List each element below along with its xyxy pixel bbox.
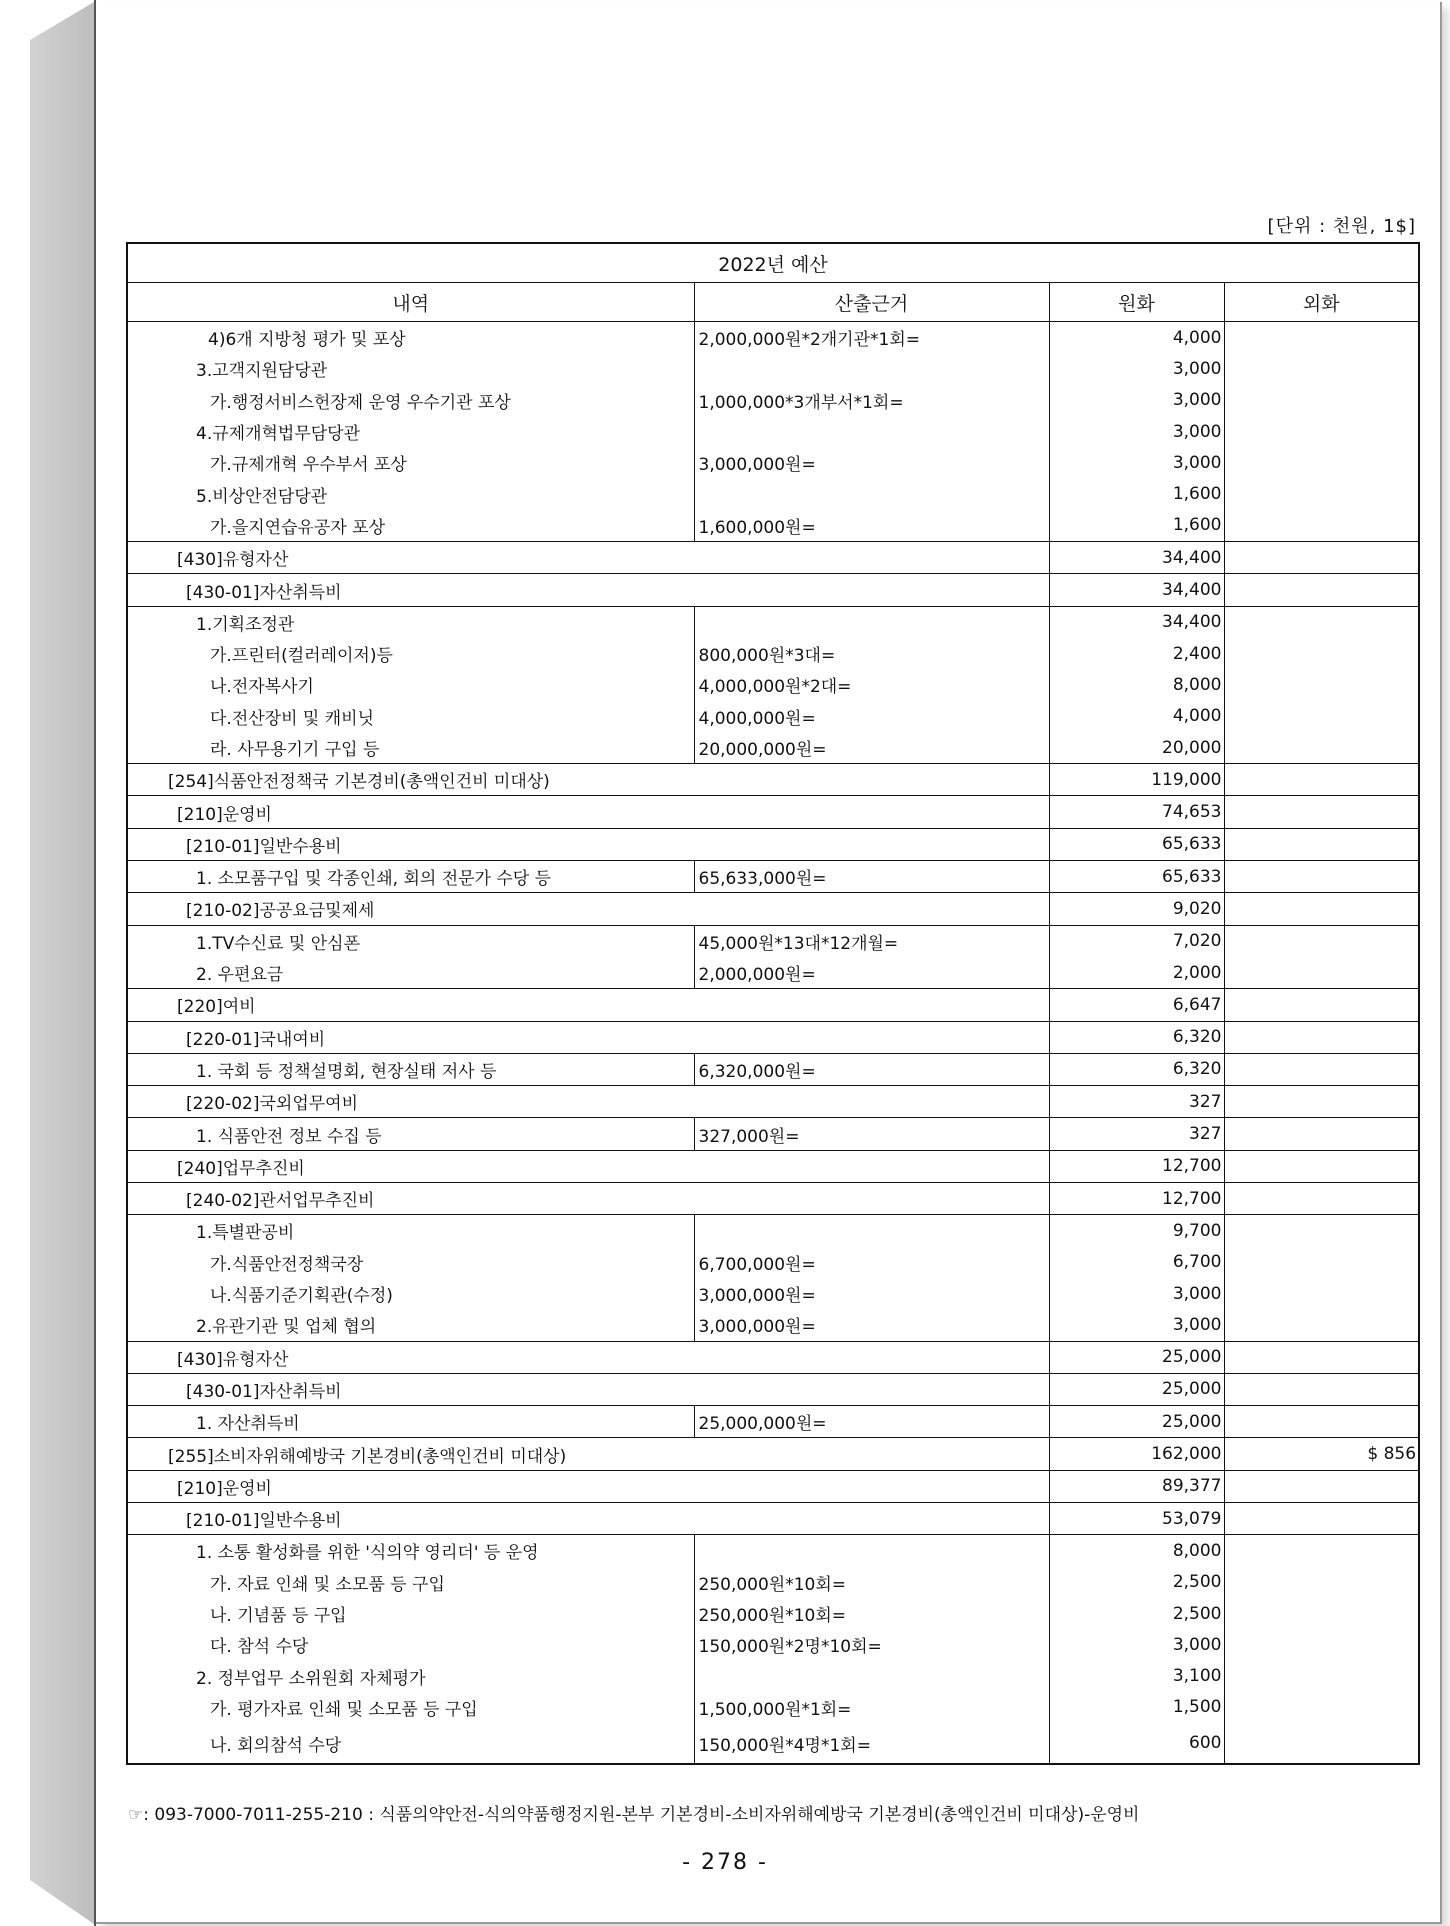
row-krw-amount: 65,633: [1049, 861, 1224, 893]
table-row: [127, 574, 1419, 606]
row-krw-amount: 74,653: [1049, 796, 1224, 828]
row-item-label: [430-01]자산취득비: [127, 574, 1049, 606]
row-basis: 45,000원*13대*12개월=: [694, 925, 1049, 957]
table-row: [127, 478, 1419, 509]
row-krw-amount: 3,000: [1049, 1629, 1224, 1660]
row-item-label: 1. 자산취득비: [127, 1406, 694, 1438]
row-item-label: 1.기획조정관: [127, 606, 694, 638]
row-krw-amount: 25,000: [1049, 1341, 1224, 1373]
row-item-label: 2. 정부업무 소위원회 자체평가: [127, 1660, 694, 1691]
row-basis: 4,000,000원=: [694, 701, 1049, 732]
table-row: [127, 1021, 1419, 1053]
row-basis: 4,000,000원*2대=: [694, 669, 1049, 700]
row-item-label: [220-02]국외업무여비: [127, 1086, 1049, 1118]
row-krw-amount: 3,000: [1049, 1278, 1224, 1309]
row-foreign-amount: [1224, 1053, 1419, 1085]
table-row: [127, 606, 1419, 638]
table-body: [127, 322, 1419, 1765]
row-krw-amount: 7,020: [1049, 925, 1224, 957]
table-row: [127, 385, 1419, 416]
table-row: [127, 1053, 1419, 1085]
row-item-label: 가.식품안전정책국장: [127, 1247, 694, 1278]
table-row: [127, 701, 1419, 732]
row-krw-amount: 2,500: [1049, 1598, 1224, 1629]
row-item-label: [430]유형자산: [127, 542, 1049, 574]
table-row: [127, 828, 1419, 860]
row-item-label: [254]식품안전정책국 기본경비(총액인건비 미대상): [127, 764, 1049, 796]
row-foreign-amount: [1224, 861, 1419, 893]
row-krw-amount: 34,400: [1049, 606, 1224, 638]
row-foreign-amount: $ 856: [1224, 1438, 1419, 1470]
row-item-label: 나.전자복사기: [127, 669, 694, 700]
row-krw-amount: 8,000: [1049, 1535, 1224, 1567]
row-item-label: 가.프린터(컬러레이저)등: [127, 638, 694, 669]
header-foreign: 외화: [1224, 283, 1419, 322]
table-row: [127, 1502, 1419, 1534]
row-item-label: 다. 참석 수당: [127, 1629, 694, 1660]
footnote-text: : 093-7000-7011-255-210 : 식품의약안전-식의약품행정지원-본부 기본경비-소비자위해예방국 기본경비(총액인건비 미대상)-운영비: [143, 1805, 1140, 1825]
row-item-label: [210-01]일반수용비: [127, 828, 1049, 860]
row-foreign-amount: [1224, 1278, 1419, 1309]
table-title: 2022년 예산: [127, 243, 1419, 283]
row-krw-amount: 6,320: [1049, 1053, 1224, 1085]
row-item-label: 나. 기념품 등 구입: [127, 1598, 694, 1629]
row-item-label: 라. 사무용기기 구입 등: [127, 732, 694, 764]
row-foreign-amount: [1224, 447, 1419, 478]
row-foreign-amount: [1224, 1341, 1419, 1373]
row-item-label: 1. 식품안전 정보 수집 등: [127, 1118, 694, 1150]
table-row: [127, 322, 1419, 354]
table-row: [127, 861, 1419, 893]
row-item-label: [210-02]공공요금및제세: [127, 893, 1049, 925]
row-basis: 250,000원*10회=: [694, 1598, 1049, 1629]
table-row: [127, 542, 1419, 574]
row-foreign-amount: [1224, 542, 1419, 574]
table-row: [127, 1278, 1419, 1309]
row-item-label: [240]업무추진비: [127, 1150, 1049, 1182]
table-row: [127, 925, 1419, 957]
row-foreign-amount: [1224, 385, 1419, 416]
row-foreign-amount: [1224, 606, 1419, 638]
row-item-label: 5.비상안전담당관: [127, 478, 694, 509]
row-item-label: 1.TV수신료 및 안심폰: [127, 925, 694, 957]
row-item-label: 가. 평가자료 인쇄 및 소모품 등 구입: [127, 1692, 694, 1723]
table-row: [127, 669, 1419, 700]
row-krw-amount: 6,320: [1049, 1021, 1224, 1053]
table-row: [127, 1118, 1419, 1150]
row-basis: 1,600,000원=: [694, 510, 1049, 542]
row-foreign-amount: [1224, 416, 1419, 447]
row-foreign-amount: [1224, 1567, 1419, 1598]
row-krw-amount: 327: [1049, 1086, 1224, 1118]
row-krw-amount: 8,000: [1049, 669, 1224, 700]
row-item-label: 4.규제개혁법무담당관: [127, 416, 694, 447]
table-row: [127, 732, 1419, 764]
row-krw-amount: 53,079: [1049, 1502, 1224, 1534]
row-basis: [694, 416, 1049, 447]
row-item-label: [210-01]일반수용비: [127, 1502, 1049, 1534]
header-krw: 원화: [1049, 283, 1224, 322]
row-item-label: 가. 자료 인쇄 및 소모품 등 구입: [127, 1567, 694, 1598]
row-basis: 1,000,000*3개부서*1회=: [694, 385, 1049, 416]
row-foreign-amount: [1224, 638, 1419, 669]
row-basis: [694, 1215, 1049, 1247]
row-basis: 327,000원=: [694, 1118, 1049, 1150]
row-item-label: [210]운영비: [127, 1470, 1049, 1502]
pointing-hand-icon: ☞: [128, 1805, 144, 1825]
unit-label: [단위 : 천원, 1$]: [1267, 216, 1416, 237]
row-item-label: 3.고객지원담당관: [127, 353, 694, 384]
row-foreign-amount: [1224, 574, 1419, 606]
row-foreign-amount: [1224, 893, 1419, 925]
row-foreign-amount: [1224, 1183, 1419, 1215]
row-krw-amount: 119,000: [1049, 764, 1224, 796]
row-basis: [694, 353, 1049, 384]
row-item-label: 2. 우편요금: [127, 957, 694, 989]
row-basis: 2,000,000원*2개기관*1회=: [694, 322, 1049, 354]
table-row: [127, 989, 1419, 1021]
row-krw-amount: 3,000: [1049, 1309, 1224, 1341]
table-row: [127, 638, 1419, 669]
row-foreign-amount: [1224, 796, 1419, 828]
row-krw-amount: 162,000: [1049, 1438, 1224, 1470]
row-foreign-amount: [1224, 1309, 1419, 1341]
row-krw-amount: 600: [1049, 1723, 1224, 1764]
header-item: 내역: [127, 283, 694, 322]
table-row: [127, 1341, 1419, 1373]
row-item-label: [220]여비: [127, 989, 1049, 1021]
row-foreign-amount: [1224, 925, 1419, 957]
row-basis: 150,000원*2명*10회=: [694, 1629, 1049, 1660]
table-row: [127, 1247, 1419, 1278]
table-row: [127, 1150, 1419, 1182]
row-foreign-amount: [1224, 322, 1419, 354]
row-krw-amount: 65,633: [1049, 828, 1224, 860]
row-krw-amount: 4,000: [1049, 322, 1224, 354]
row-item-label: 가.행정서비스헌장제 운영 우수기관 포상: [127, 385, 694, 416]
table-row: [127, 1723, 1419, 1764]
row-foreign-amount: [1224, 701, 1419, 732]
row-basis: 3,000,000원=: [694, 1309, 1049, 1341]
row-basis: [694, 606, 1049, 638]
row-basis: 150,000원*4명*1회=: [694, 1723, 1049, 1764]
row-item-label: 가.을지연습유공자 포상: [127, 510, 694, 542]
row-basis: 65,633,000원=: [694, 861, 1049, 893]
row-item-label: 나. 회의참석 수당: [127, 1723, 694, 1764]
book-binding: [0, 0, 96, 1926]
table-row: [127, 1470, 1419, 1502]
row-krw-amount: 1,500: [1049, 1692, 1224, 1723]
row-basis: [694, 1660, 1049, 1691]
row-foreign-amount: [1224, 1692, 1419, 1723]
row-foreign-amount: [1224, 1118, 1419, 1150]
row-foreign-amount: [1224, 1470, 1419, 1502]
row-item-label: [255]소비자위해예방국 기본경비(총액인건비 미대상): [127, 1438, 1049, 1470]
row-krw-amount: 1,600: [1049, 510, 1224, 542]
budget-table: [126, 242, 1420, 1765]
row-krw-amount: 6,700: [1049, 1247, 1224, 1278]
row-item-label: [430-01]자산취득비: [127, 1373, 1049, 1405]
row-foreign-amount: [1224, 353, 1419, 384]
row-item-label: 1. 소모품구입 및 각종인쇄, 회의 전문가 수당 등: [127, 861, 694, 893]
row-item-label: [430]유형자산: [127, 1341, 1049, 1373]
table-row: [127, 1438, 1419, 1470]
row-foreign-amount: [1224, 1086, 1419, 1118]
table-row: [127, 957, 1419, 989]
row-item-label: 가.규제개혁 우수부서 포상: [127, 447, 694, 478]
table-row: [127, 1309, 1419, 1341]
row-krw-amount: 25,000: [1049, 1373, 1224, 1405]
row-basis: 20,000,000원=: [694, 732, 1049, 764]
row-foreign-amount: [1224, 1247, 1419, 1278]
row-basis: [694, 1535, 1049, 1567]
header-basis: 산출근거: [694, 283, 1049, 322]
row-item-label: 다.전산장비 및 캐비닛: [127, 701, 694, 732]
table-row: [127, 1406, 1419, 1438]
row-krw-amount: 4,000: [1049, 701, 1224, 732]
row-basis: 1,500,000원*1회=: [694, 1692, 1049, 1723]
row-krw-amount: 20,000: [1049, 732, 1224, 764]
row-item-label: 2.유관기관 및 업체 협의: [127, 1309, 694, 1341]
table-row: [127, 1692, 1419, 1723]
row-krw-amount: 3,100: [1049, 1660, 1224, 1691]
row-item-label: 1.특별판공비: [127, 1215, 694, 1247]
row-krw-amount: 1,600: [1049, 478, 1224, 509]
table-row: [127, 764, 1419, 796]
table-row: [127, 1183, 1419, 1215]
row-basis: 2,000,000원=: [694, 957, 1049, 989]
table-row: [127, 893, 1419, 925]
row-item-label: [210]운영비: [127, 796, 1049, 828]
row-foreign-amount: [1224, 1021, 1419, 1053]
row-basis: 3,000,000원=: [694, 447, 1049, 478]
row-foreign-amount: [1224, 669, 1419, 700]
row-item-label: [220-01]국내여비: [127, 1021, 1049, 1053]
row-basis: 250,000원*10회=: [694, 1567, 1049, 1598]
row-krw-amount: 2,400: [1049, 638, 1224, 669]
row-krw-amount: 12,700: [1049, 1150, 1224, 1182]
table-row: [127, 1215, 1419, 1247]
row-foreign-amount: [1224, 1629, 1419, 1660]
row-krw-amount: 3,000: [1049, 385, 1224, 416]
row-foreign-amount: [1224, 1150, 1419, 1182]
row-foreign-amount: [1224, 1502, 1419, 1534]
row-foreign-amount: [1224, 1535, 1419, 1567]
row-foreign-amount: [1224, 957, 1419, 989]
row-foreign-amount: [1224, 1598, 1419, 1629]
row-foreign-amount: [1224, 1723, 1419, 1764]
row-foreign-amount: [1224, 510, 1419, 542]
row-krw-amount: 2,000: [1049, 957, 1224, 989]
table-row: [127, 1660, 1419, 1691]
table-row: [127, 1629, 1419, 1660]
row-krw-amount: 3,000: [1049, 447, 1224, 478]
row-foreign-amount: [1224, 764, 1419, 796]
table-row: [127, 1535, 1419, 1567]
table-row: [127, 447, 1419, 478]
row-krw-amount: 2,500: [1049, 1567, 1224, 1598]
row-krw-amount: 34,400: [1049, 542, 1224, 574]
row-krw-amount: 25,000: [1049, 1406, 1224, 1438]
table-row: [127, 796, 1419, 828]
row-krw-amount: 89,377: [1049, 1470, 1224, 1502]
row-basis: [694, 478, 1049, 509]
table-row: [127, 510, 1419, 542]
row-krw-amount: 9,020: [1049, 893, 1224, 925]
row-item-label: 4)6개 지방청 평가 및 포상: [127, 322, 694, 354]
row-basis: 25,000,000원=: [694, 1406, 1049, 1438]
row-foreign-amount: [1224, 1660, 1419, 1691]
row-krw-amount: 12,700: [1049, 1183, 1224, 1215]
row-item-label: 1. 소통 활성화를 위한 '식의약 영리더' 등 운영: [127, 1535, 694, 1567]
row-basis: 6,700,000원=: [694, 1247, 1049, 1278]
row-item-label: 1. 국회 등 정책설명회, 현장실태 저사 등: [127, 1053, 694, 1085]
row-basis: 800,000원*3대=: [694, 638, 1049, 669]
row-foreign-amount: [1224, 478, 1419, 509]
table-row: [127, 1373, 1419, 1405]
row-basis: 3,000,000원=: [694, 1278, 1049, 1309]
row-item-label: 나.식품기준기획관(수정): [127, 1278, 694, 1309]
row-foreign-amount: [1224, 989, 1419, 1021]
row-krw-amount: 3,000: [1049, 353, 1224, 384]
row-item-label: [240-02]관서업무추진비: [127, 1183, 1049, 1215]
row-foreign-amount: [1224, 1215, 1419, 1247]
row-krw-amount: 34,400: [1049, 574, 1224, 606]
row-foreign-amount: [1224, 1406, 1419, 1438]
row-krw-amount: 9,700: [1049, 1215, 1224, 1247]
table-row: [127, 1086, 1419, 1118]
row-foreign-amount: [1224, 1373, 1419, 1405]
table-row: [127, 1598, 1419, 1629]
row-basis: 6,320,000원=: [694, 1053, 1049, 1085]
row-krw-amount: 3,000: [1049, 416, 1224, 447]
row-krw-amount: 327: [1049, 1118, 1224, 1150]
table-row: [127, 353, 1419, 384]
footnote: [128, 1800, 1139, 1825]
table-row: [127, 416, 1419, 447]
row-foreign-amount: [1224, 732, 1419, 764]
row-krw-amount: 6,647: [1049, 989, 1224, 1021]
table-row: [127, 1567, 1419, 1598]
page-number: - 278 -: [682, 1850, 768, 1875]
row-foreign-amount: [1224, 828, 1419, 860]
